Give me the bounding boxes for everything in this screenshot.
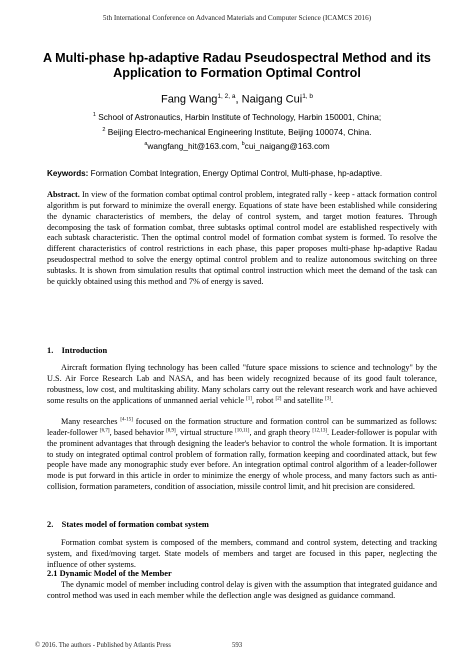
subsection-2-1-paragraph: The dynamic model of member including control delay is given with the assumption that integrated guidance and control method was used in each member while the deflection angle was designed as guidance command. — [47, 580, 437, 600]
email-b[interactable]: cui_naigang@163.com — [244, 141, 330, 151]
affiliation-1-text: School of Astronautics, Harbin Institute of Technology, Harbin 150001, China; — [95, 112, 382, 122]
affiliation-1 — [0, 112, 474, 122]
citation[interactable]: [2] — [275, 395, 282, 401]
paper-title — [20, 51, 454, 81]
author-list — [0, 93, 474, 106]
text-run: , robot — [251, 395, 276, 405]
email-a[interactable]: wangfang_hit@163.com, — [147, 141, 242, 151]
author-1: Fang Wang — [160, 93, 218, 106]
text-run: . — [331, 395, 334, 405]
affiliation-2-text: Beijing Electro-mechanical Engineering Institute, Beijing 100074, China. — [105, 127, 372, 137]
title-line-1: A Multi-phase hp-adaptive Radau Pseudospectral Method and its — [43, 51, 431, 65]
abstract-label: Abstract. — [47, 190, 80, 199]
text-run: , and graph theory — [249, 427, 313, 437]
keywords-text: Formation Combat Integration, Energy Optimal Control, Multi-phase, hp-adaptive. — [88, 169, 383, 178]
affiliation-2-mark: 2 — [102, 127, 106, 134]
author-2: Naigang Cui — [241, 93, 303, 106]
citation[interactable]: [1] — [246, 395, 252, 401]
section-1-paragraph-1 — [47, 363, 437, 406]
keywords — [47, 169, 437, 178]
text-run: and satellite — [281, 395, 326, 405]
text-run: focused on the formation structure and formation control can be summarized as follows: leader-follower — [47, 417, 437, 437]
citation[interactable]: [8,9] — [166, 428, 176, 434]
author-separator: , — [235, 93, 242, 106]
text-run: . Leader-follower is popular with the prominent advantages that through designing the leader's behavior to control the whole formation. It is important to study on integrated optimal control problem of formation rally, formation keeping and coordinated attack, but few people have made any monographic study ever before. An integration optimal control algorithm of a leader-follower mode is put forward in this article in order to minimize the energy of whole process, and many factors such as anti-collision, formation parameters, condition of association, missile control limit, and hit precision are considered. — [47, 427, 437, 492]
section-1-paragraph-2 — [47, 417, 437, 493]
footer-copyright: © 2016. The authors - Published by Atlantis Press — [35, 642, 171, 649]
subsection-2-1-heading: 2.1 Dynamic Model of the Member — [47, 569, 172, 578]
citation[interactable]: [4-15] — [120, 417, 133, 423]
author-2-affiliation: 1, b — [302, 93, 314, 100]
email-a-mark: a — [144, 141, 148, 148]
email-b-mark: b — [241, 141, 245, 148]
page-number: 593 — [232, 642, 243, 649]
author-1-affiliation: 1, 2, a — [217, 93, 236, 100]
text-run: , based behavior — [109, 427, 167, 437]
section-2-heading: 2. States model of formation combat system — [47, 520, 209, 529]
conference-header: 5th International Conference on Advanced Materials and Computer Science (ICAMCS 2016) — [102, 14, 372, 22]
title-line-2: Application to Formation Optimal Control — [113, 66, 361, 80]
citation[interactable]: [3] — [325, 395, 331, 401]
affiliation-1-mark: 1 — [92, 112, 96, 119]
abstract — [47, 190, 437, 288]
section-1-heading: 1. Introduction — [47, 346, 108, 355]
abstract-text: In view of the formation combat optimal control problem, integrated rally - keep - attack formation control algorithm is put forward to minimize the overall energy. Equations of state have been established while considering the dynamic characteristics of members, the delay of control system, and target motion features. Through decomposing the task of formation combat, three subtasks optimal control model are established respectively with each subtask characteristic. Then the optimal control model of formation combat system is formed. To resolve the different characteristics of control restrictions in each phase, this paper proposes multi-phase hp-adaptive Radau pseudospectral method to solve the energy optimal control problem and to realize autonomous switching on three subtasks. It is shown from simulation results that optimal control instruction which meet the demand of the task can be quickly obtained using this method and 7% of energy is saved. — [47, 190, 437, 286]
citation[interactable]: [10,11] — [235, 428, 250, 434]
author-emails — [0, 141, 474, 151]
citation[interactable]: [12,13] — [312, 428, 327, 434]
keywords-label: Keywords: — [47, 169, 89, 178]
text-run: , virtual structure — [175, 427, 236, 437]
section-2-paragraph-1: Formation combat system is composed of the members, command and control system, detecting and tracking system, and fixed/moving target. State models of members and target are focused in this paper, neglecting the influence of other systems. — [47, 538, 437, 569]
text-run: Many researches — [61, 417, 121, 426]
affiliation-2 — [0, 127, 474, 137]
citation[interactable]: [6,7] — [99, 428, 110, 434]
text-run: Aircraft formation flying technology has been called "future space missions to science and technology" by the U.S. Air Force Research Lab and NASA, and has been widely recognized because of its good fault tolerance, robustness, low cost, and multitasking ability. Many scholars carry out the relevant research work and have achieved some results on the applications of unmanned aerial vehicle — [47, 363, 437, 405]
